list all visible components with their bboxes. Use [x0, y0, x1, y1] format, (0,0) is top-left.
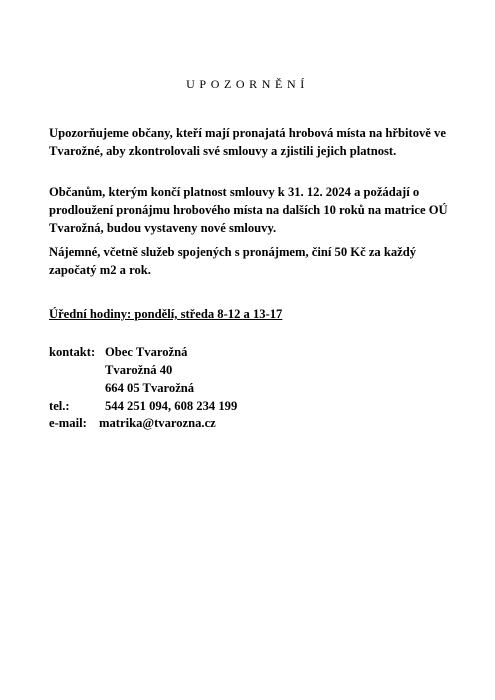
email-value: matrika@tvarozna.cz — [99, 416, 216, 430]
email-label: e-mail: — [49, 416, 87, 430]
notice-title: UPOZORNĚNÍ — [186, 77, 309, 91]
contact-label: kontakt: — [49, 345, 96, 359]
contact-name: Obec Tvarožná — [105, 345, 188, 359]
office-hours: Úřední hodiny: pondělí, středa 8-12 a 13-17 — [49, 307, 283, 321]
phone-label: tel.: — [49, 399, 70, 413]
contact-city: 664 05 Tvarožná — [105, 381, 195, 395]
paragraph-contract-renewal: Občanům, kterým končí platnost smlouvy k 31. 12. 2024 a požádají o prodloužení pronájmu hrobového místa na dalších 10 roků na matrice OÚ Tvarožná, budou vystaveny nové smlouvy. — [49, 185, 448, 235]
contact-street: Tvarožná 40 — [105, 363, 173, 377]
phone-value: 544 251 094, 608 234 199 — [105, 399, 238, 413]
paragraph-rent-price: Nájemné, včetně služeb spojených s pronájmem, činí 50 Kč za každý započatý m2 a rok. — [49, 245, 417, 277]
paragraph-check-contracts: Upozorňujeme občany, kteří mají pronajatá hrobová místa na hřbitově ve Tvarožné, aby zkontrolovali své smlouvy a zjistili jejich platnost. — [49, 126, 446, 158]
